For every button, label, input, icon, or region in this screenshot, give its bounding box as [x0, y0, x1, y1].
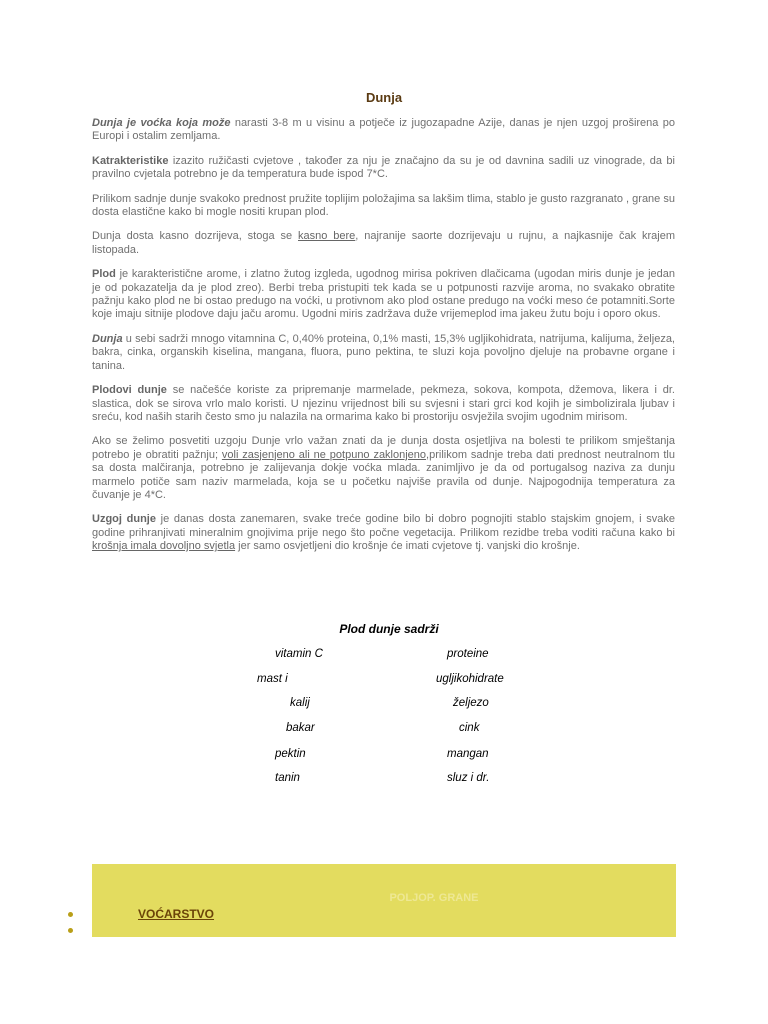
lead-text: Plodovi dunje — [92, 384, 167, 397]
nutrient-item: cink — [459, 722, 480, 734]
paragraph-text: Dunja dosta kasno dozrijeva, stoga se — [92, 230, 299, 243]
nutrient-item: vitamin C — [275, 648, 323, 660]
paragraph-text: se načešće koriste za pripremanje marmelade, pekmeza, sokova, kompota, džemova, likera i dr. slastica, dok se sirova vrlo malo koristi. U njezinu vrijednost bili su svjesni i stari grci kod kojih je simbolizirala ljubav i sreću, kod naših starih često smo ju nalazila na ormarima kako bi prostoriju osvježila svojim ugodnim mirisom. — [92, 384, 675, 423]
paragraph-origin — [92, 117, 675, 144]
bar-caption[interactable]: POLJOP. GRANE — [389, 892, 479, 904]
paragraph-text: narasti 3-8 m u visinu a potječe iz jugozapadne Azije, danas je njen uzgoj proširena po Europi i ostalim zemljama. — [92, 117, 675, 143]
nutrient-item: sluz i dr. — [447, 772, 490, 784]
bullet-icon — [68, 928, 73, 933]
paragraph-text: , najranije saorte dozrijevaju u rujnu, a najkasnije čak krajem listopada. — [92, 230, 675, 256]
paragraph-uses — [92, 384, 675, 424]
nutrient-item: bakar — [286, 722, 315, 734]
paragraph-planting — [92, 193, 675, 220]
category-bar — [92, 864, 676, 937]
paragraph-text: izazito ružičasti cvjetove , također za nju je značajno da su je od davnina sadili uz vinograde, da bi pravilno cvjetala potrebno je da temperatura bude ispod 7*C. — [92, 154, 675, 181]
link-krosnja-svjetla[interactable]: krošnja imala dovoljno svjetla — [92, 540, 236, 553]
paragraph-text: je karakteristične arome, i zlatno žutog izgleda, ugodnog mirisa pokriven dlačicama (ugodan miris dunje je jedan je od pokazatelja da je plod zreo). Berbi treba pristupiti tek kada se u potpunosti razvije aroma, no svakako obratite pažnju kako plod ne bi ostao predugo na voćki, u protivnom ako plod ostane predugo na voćki meso će potamniti.Sorte koje imaju sitnije plodove daju jaču aromu. Ugodni miris zadržava duže vrijemeplod ima jakeu žutu boju i oporo okus. — [92, 268, 675, 321]
nutrient-item: kalij — [290, 697, 310, 709]
bullet-icon — [68, 912, 73, 917]
lead-text: Dunja — [92, 332, 123, 345]
lead-text: Plod — [92, 268, 116, 281]
paragraph-fruit — [92, 268, 675, 322]
nutrient-item: željezo — [453, 697, 489, 709]
paragraph-text: Prilikom sadnje dunje svakoko prednost pružite toplijim položajima sa lakšim tlima, stablo je gusto razgranato , grane su dosta elastične kako bi mogle nositi krupan plod. — [92, 192, 675, 219]
paragraph-text: u sebi sadrži mnogo vitamnina C, 0,40% proteina, 0,1% masti, 15,3% ugljikohidrata, natrijuma, kalijuma, željeza, bakra, cinka, organskih kiselina, mangana, fluora, puno pektina, te sluzi koja povoljno djeluje na probavne organe i tanina. — [92, 332, 675, 372]
page-title: Dunja — [365, 90, 403, 105]
lead-text: Katrakteristike — [92, 154, 169, 167]
nutrient-item: mast i — [257, 673, 288, 685]
link-voli-zasjenjeno[interactable]: voli zasjenjeno ali ne potpuno zaklonjeno — [221, 448, 427, 461]
paragraph-text: jer samo osvjetljeni dio krošnje će imati cvjetove tj. vanjski dio krošnje. — [235, 540, 580, 553]
nutrient-item: ugljikohidrate — [436, 673, 504, 685]
paragraph-text: Ako se želimo posvetiti uzgoju Dunje vrlo važan znati da je dunja dosta osjetljiva na bolesti te prilikom smještanja potrebo je obratiti pažnju; — [92, 435, 675, 461]
nutrient-item: proteine — [447, 648, 489, 660]
paragraph-growing — [92, 513, 675, 553]
bar-notch — [60, 908, 92, 938]
lead-text: Uzgoj dunje — [92, 513, 156, 526]
nutrient-item: tanin — [275, 772, 300, 784]
nutrients-title: Plod dunje sadrži — [339, 622, 439, 636]
paragraph-text: ,prilikom sadnje treba dati prednost neutralnom tlu sa dosta malčiranja, potrebno je zalijevanja dokje voćka mlada. zanimljivo je da od portugalsog naziva za dunju marmelo potiče sam naziv marmelada, koja se u početku najviše pravila od dunje. Najpogodnija temperatura za čuvanje je 4*C. — [92, 448, 675, 501]
nutrient-item: mangan — [447, 748, 489, 760]
paragraph-ripening — [92, 230, 675, 257]
article-body — [92, 117, 675, 565]
paragraph-cultivation-tips — [92, 435, 675, 502]
nutrient-item: pektin — [275, 748, 306, 760]
paragraph-characteristics — [92, 155, 675, 182]
lead-text: Dunja je voćka koja može — [92, 117, 231, 129]
link-kasno-bere[interactable]: kasno bere — [298, 230, 356, 243]
nav-link-vocarstvo[interactable]: VOĆARSTVO — [138, 907, 215, 921]
paragraph-text: je danas dosta zanemaren, svake treće godine bilo bi dobro pognojiti stablo stajskim gnojem, i svake godine prihranjivati mineralnim gnojivima prije nego što počne vegetacija. Prilikom rezidbe treba voditi računa kako bi — [92, 513, 675, 539]
paragraph-nutrition — [92, 333, 675, 373]
